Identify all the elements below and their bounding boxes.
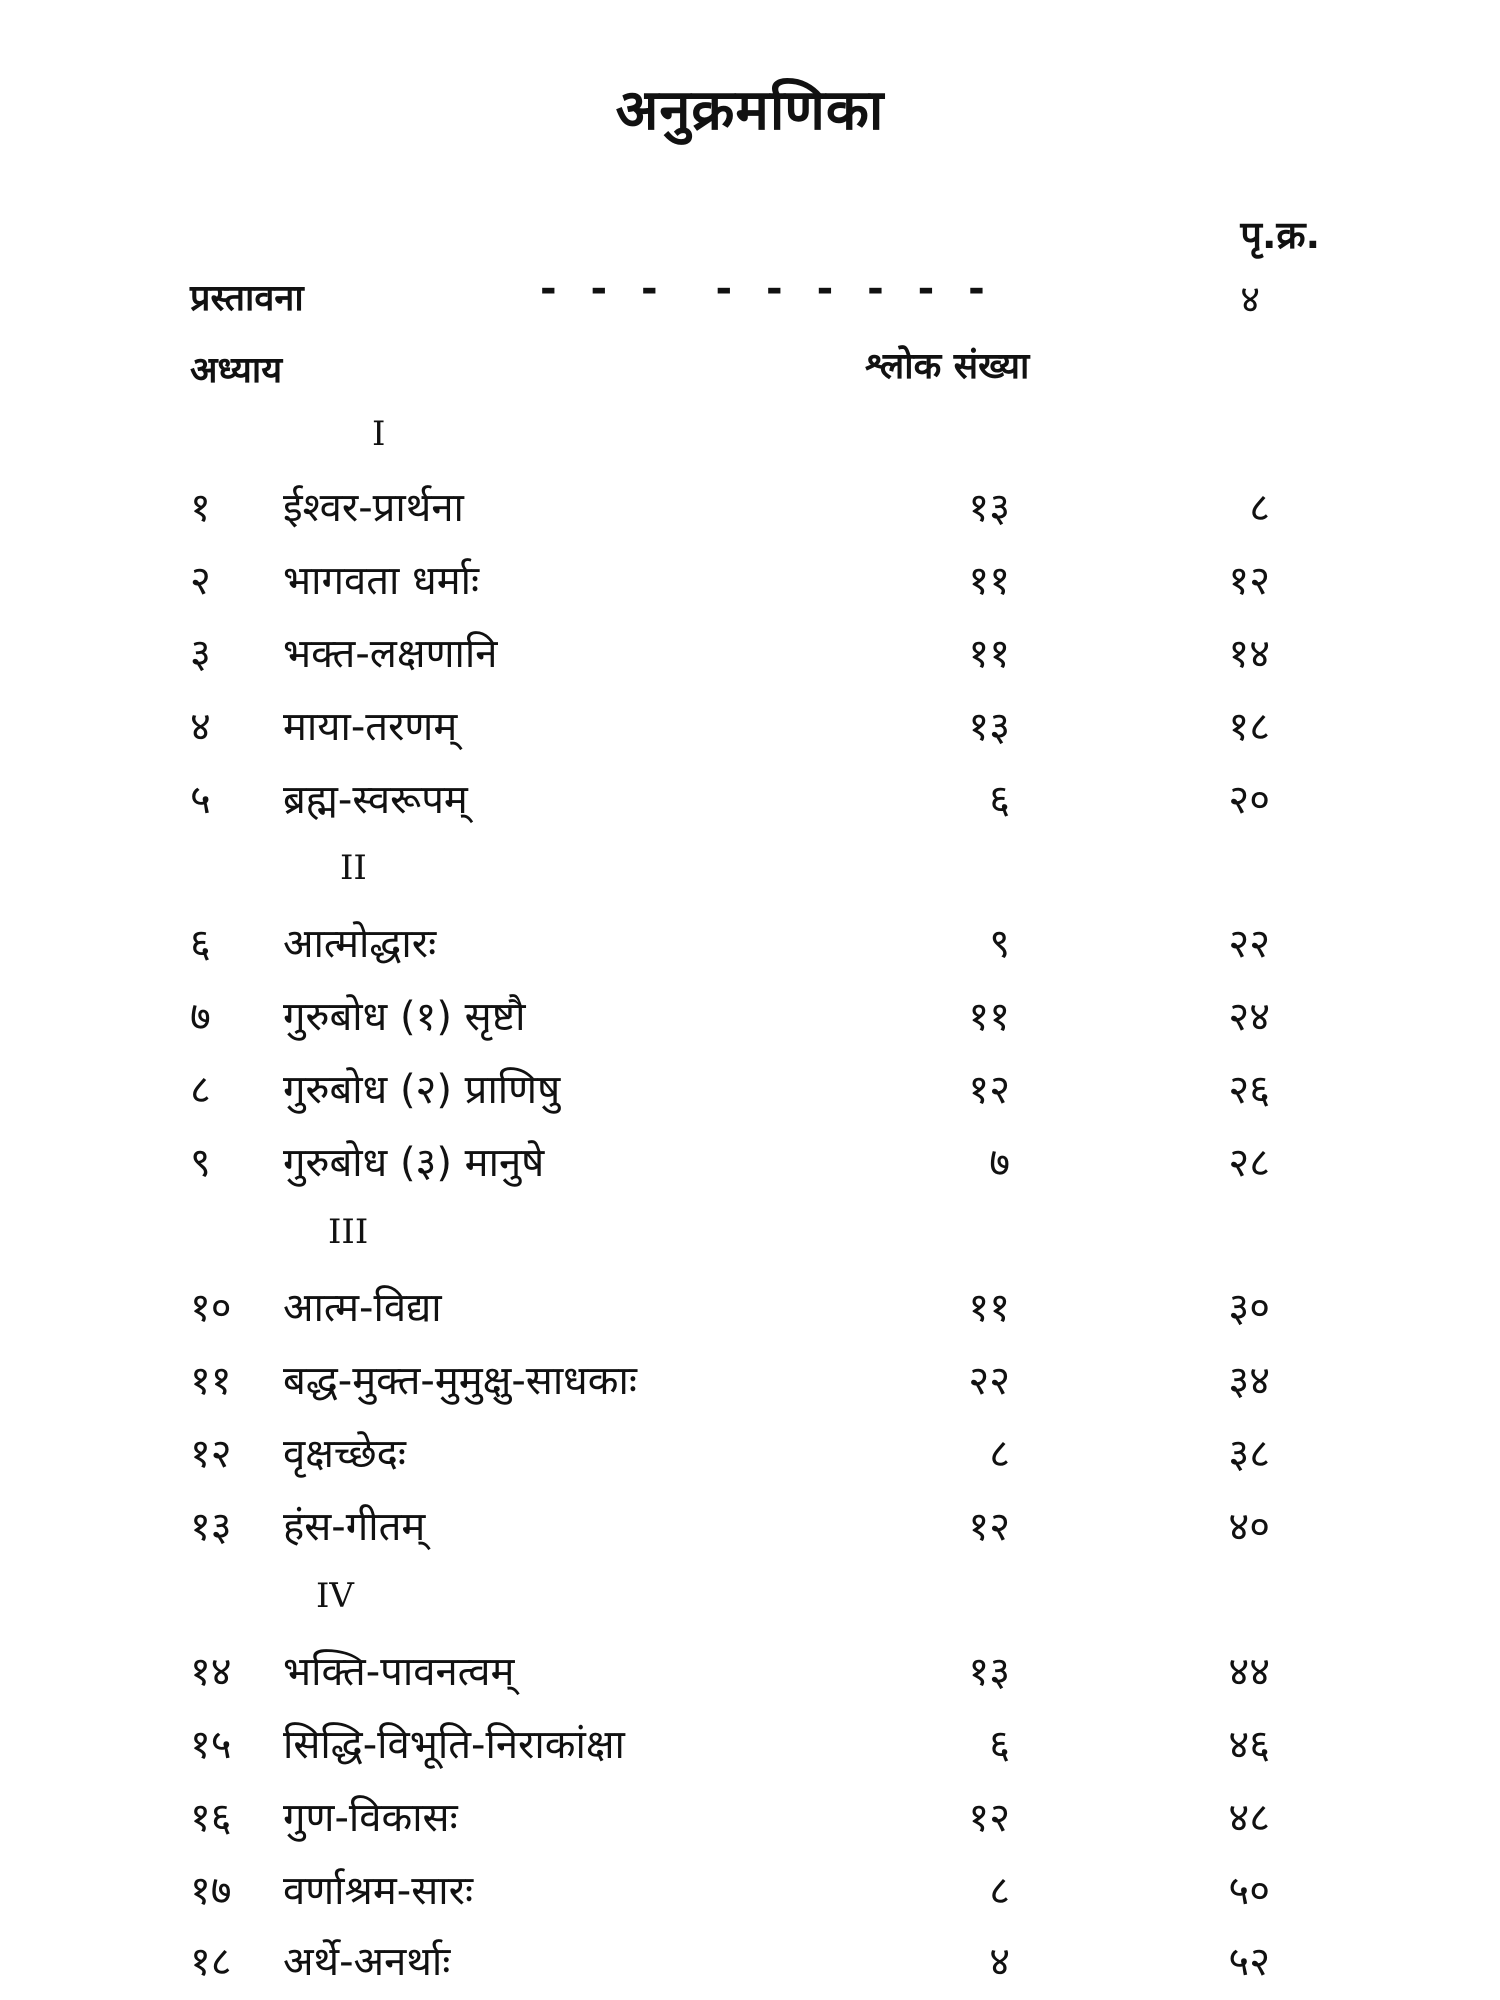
chapter-number: २ [190, 558, 211, 604]
chapter-number: १ [190, 485, 211, 531]
chapter-number: १३ [190, 1504, 232, 1550]
toc-row [0, 1497, 1500, 1557]
page-number: ५० [1228, 1868, 1270, 1914]
introduction-page-number: ४ [1240, 277, 1260, 321]
introduction-leader-dashes: - - - - - - - - - [540, 266, 995, 312]
toc-row [0, 1424, 1500, 1484]
chapter-title: हंस-गीतम् [283, 1504, 426, 1550]
toc-row [0, 1133, 1500, 1193]
page-number: ८ [1249, 485, 1270, 531]
page-number: २० [1228, 777, 1270, 823]
verse-count: ६ [989, 777, 1010, 823]
toc-row [0, 1642, 1500, 1702]
toc-row [0, 478, 1500, 538]
chapter-number: ५ [190, 777, 211, 823]
verse-count: १३ [968, 1649, 1010, 1695]
page-number: २८ [1228, 1140, 1270, 1186]
page-number: २६ [1228, 1067, 1270, 1113]
verse-count: २२ [968, 1358, 1010, 1404]
chapter-title: बद्ध-मुक्त-मुमुक्षु-साधकाः [283, 1358, 637, 1404]
page-number-column-header: पृ.क्र. [1240, 213, 1320, 257]
verse-count: ११ [968, 1285, 1010, 1331]
section-label-i: I [372, 414, 386, 454]
verse-count: १२ [968, 1795, 1010, 1841]
toc-row [0, 1351, 1500, 1411]
verse-count: १३ [968, 485, 1010, 531]
page-number: २४ [1228, 994, 1270, 1040]
chapter-number: ७ [190, 994, 211, 1040]
page-number: ३८ [1228, 1431, 1270, 1477]
verse-count: ११ [968, 631, 1010, 677]
toc-row [0, 551, 1500, 611]
page-number: ४६ [1228, 1722, 1270, 1768]
chapter-title: भक्ति-पावनत्वम् [283, 1649, 515, 1695]
chapter-number: १७ [190, 1868, 232, 1914]
toc-row [0, 987, 1500, 1047]
chapter-title: गुरुबोध (१) सृष्टौ [283, 994, 526, 1040]
verse-count: १२ [968, 1067, 1010, 1113]
chapter-number: ४ [190, 704, 211, 750]
page-number: ४८ [1228, 1795, 1270, 1841]
toc-row [0, 770, 1500, 830]
introduction-label: प्रस्तावना [190, 278, 304, 319]
verse-count: ६ [989, 1722, 1010, 1768]
toc-row [0, 1861, 1500, 1921]
chapter-title: माया-तरणम् [283, 704, 458, 750]
verse-count: ९ [989, 921, 1010, 967]
page-number: ५२ [1228, 1939, 1270, 1985]
chapter-title: ईश्वर-प्रार्थना [283, 485, 464, 531]
verse-count: ७ [989, 1140, 1010, 1186]
chapter-title: ब्रह्म-स्वरूपम् [283, 777, 468, 823]
chapter-title: गुण-विकासः [283, 1795, 458, 1841]
section-label-ii: II [340, 848, 367, 888]
chapter-title: भागवता धर्माः [283, 558, 480, 604]
page-number: १२ [1228, 558, 1270, 604]
verse-count: ८ [989, 1431, 1010, 1477]
page-number: १८ [1228, 704, 1270, 750]
toc-row [0, 1932, 1500, 1992]
chapter-number: १० [190, 1285, 232, 1331]
page-number: ४४ [1228, 1649, 1270, 1695]
verse-count: ११ [968, 994, 1010, 1040]
toc-row [0, 1715, 1500, 1775]
chapter-title: भक्त-लक्षणानि [283, 631, 498, 677]
chapter-title: सिद्धि-विभूति-निराकांक्षा [283, 1722, 625, 1768]
toc-row [0, 624, 1500, 684]
section-label-iii: III [328, 1212, 369, 1252]
chapter-number: ८ [190, 1067, 211, 1113]
toc-row [0, 914, 1500, 974]
chapter-title: आत्मोद्धारः [283, 921, 437, 967]
verse-count: ८ [989, 1868, 1010, 1914]
toc-row [0, 1060, 1500, 1120]
section-label-iv: IV [316, 1576, 354, 1616]
chapter-title: गुरुबोध (३) मानुषे [283, 1140, 545, 1186]
chapter-title: वर्णाश्रम-सारः [283, 1868, 474, 1914]
page-number: १४ [1228, 631, 1270, 677]
chapter-number: ११ [190, 1358, 232, 1404]
chapter-number: १४ [190, 1649, 232, 1695]
page-number: ३४ [1228, 1358, 1270, 1404]
page-number: ३० [1228, 1285, 1270, 1331]
chapter-number: १५ [190, 1722, 232, 1768]
verse-count: १२ [968, 1504, 1010, 1550]
chapter-number: १६ [190, 1795, 232, 1841]
chapter-number: १२ [190, 1431, 232, 1477]
chapter-number: ९ [190, 1140, 211, 1186]
verse-count: १३ [968, 704, 1010, 750]
page-number: ४० [1228, 1504, 1270, 1550]
verse-count-column-header: श्लोक संख्या [865, 346, 1030, 387]
verse-count: ११ [968, 558, 1010, 604]
chapter-title: गुरुबोध (२) प्राणिषु [283, 1067, 561, 1113]
toc-row [0, 1278, 1500, 1338]
chapter-number: १८ [190, 1939, 232, 1985]
page-number: २२ [1228, 921, 1270, 967]
chapter-title: आत्म-विद्या [283, 1285, 442, 1331]
page-title: अनुक्रमणिका [615, 78, 885, 143]
toc-row [0, 697, 1500, 757]
verse-count: ४ [989, 1939, 1010, 1985]
chapter-column-header: अध्याय [190, 350, 283, 391]
toc-row [0, 1788, 1500, 1848]
chapter-title: वृक्षच्छेदः [283, 1431, 406, 1477]
chapter-number: ६ [190, 921, 211, 967]
chapter-title: अर्थे-अनर्थाः [283, 1939, 451, 1985]
chapter-number: ३ [190, 631, 211, 677]
